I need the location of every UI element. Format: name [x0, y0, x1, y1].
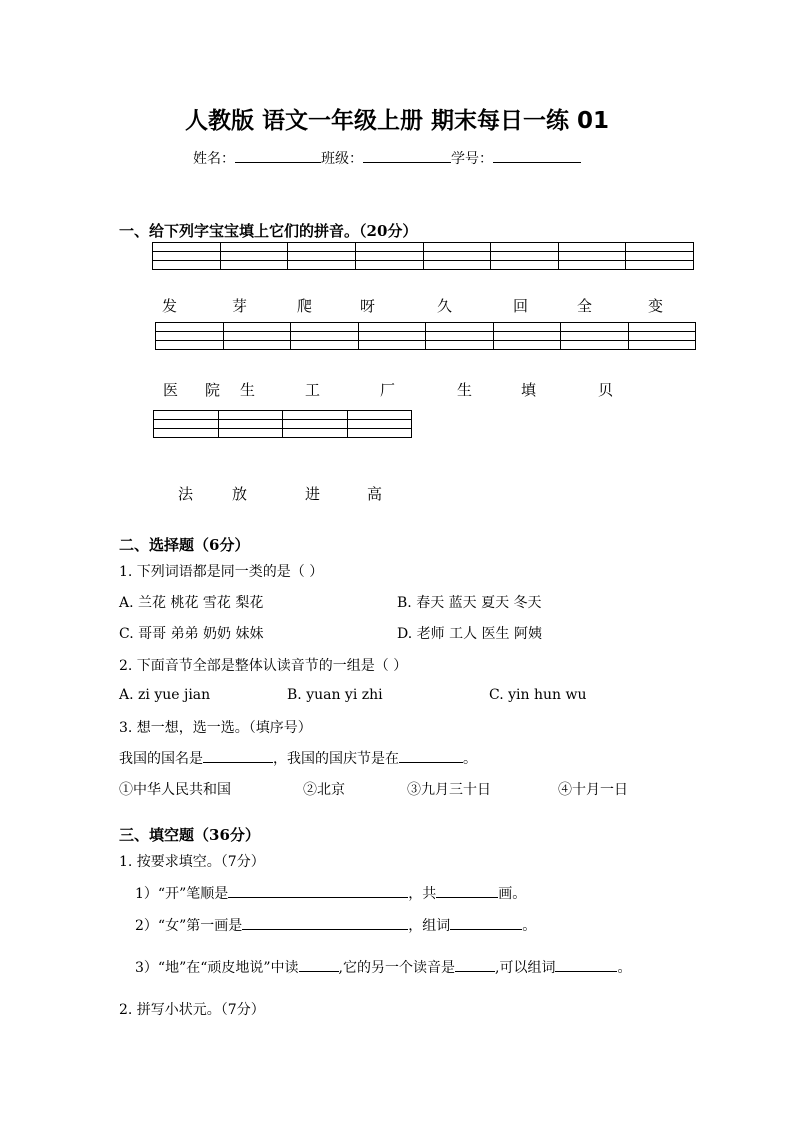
- section2-heading: 二、选择题（6分）: [119, 536, 250, 554]
- q2-3-part-a: 我国的国名是: [119, 751, 203, 767]
- q3-1-3-part-b: ,它的另一个读音是: [338, 960, 455, 976]
- q2-3-part-b: ，我国的国庆节是在: [273, 751, 399, 767]
- worksheet-title: 人教版 语文一年级上册 期末每日一练 01: [184, 108, 610, 134]
- char: 高: [367, 485, 383, 503]
- q3-1-3-blank-1[interactable]: [299, 970, 339, 972]
- char: 进: [305, 485, 321, 503]
- char: 久: [437, 297, 453, 315]
- q3-1-3-blank-2[interactable]: [455, 970, 495, 972]
- q3-1-2-part-b: ，组词: [408, 918, 451, 934]
- char: 医: [163, 381, 179, 399]
- char: 芽: [232, 297, 248, 315]
- name-blank[interactable]: [235, 161, 321, 163]
- q3-1-text: 1. 按要求填空。（7分）: [119, 854, 265, 870]
- q3-1-1: [135, 883, 526, 903]
- q2-1-option-a: A. 兰花 桃花 雪花 梨花: [119, 595, 264, 611]
- pinyin-grid-row1[interactable]: [152, 242, 694, 270]
- q2-3-text: 3. 想一想，选一选。（填序号）: [119, 720, 312, 736]
- q2-1-option-c: C. 哥哥 弟弟 奶奶 妹妹: [119, 626, 264, 642]
- q2-3-blank-1[interactable]: [203, 761, 273, 763]
- q3-1-1-part-b: ，共: [408, 886, 437, 902]
- char: 法: [178, 485, 194, 503]
- q3-1-1-part-a: 1）“开”笔顺是: [135, 886, 229, 902]
- q2-3-option-4: ④十月一日: [558, 782, 628, 798]
- q2-2-option-c: C. yin hun wu: [489, 687, 587, 703]
- char: 生: [240, 381, 256, 399]
- q2-2-option-b: B. yuan yi zhi: [287, 687, 383, 703]
- char: 全: [577, 297, 593, 315]
- q2-1-text: 1. 下列词语都是同一类的是（ ）: [119, 564, 324, 580]
- pinyin-grid-row3[interactable]: [153, 410, 412, 438]
- char: 回: [513, 297, 529, 315]
- q3-1-1-blank-1[interactable]: [228, 896, 408, 898]
- q2-2-option-a: A. zi yue jian: [119, 687, 211, 703]
- char: 贝: [598, 381, 614, 399]
- char: 变: [648, 297, 664, 315]
- class-label: 班级：: [321, 151, 363, 167]
- q3-1-3-part-d: 。: [617, 960, 632, 976]
- char: 工: [305, 381, 321, 399]
- q3-1-3: [135, 957, 631, 977]
- q3-1-2-blank-2[interactable]: [450, 928, 522, 930]
- q2-3-option-2: ②北京: [303, 782, 345, 798]
- q2-1-option-d: D. 老师 工人 医生 阿姨: [397, 626, 542, 642]
- q3-1-3-part-a: 3）“地”在“顽皮地说”中读: [135, 960, 299, 976]
- q2-3-sentence: [119, 748, 477, 768]
- name-label: 姓名：: [193, 151, 235, 167]
- q2-3-part-c: 。: [463, 751, 477, 767]
- number-blank[interactable]: [493, 161, 581, 163]
- q3-1-2-part-c: 。: [522, 918, 537, 934]
- q2-3-option-1: ①中华人民共和国: [119, 782, 231, 798]
- q3-1-3-part-c: ,可以组词: [495, 960, 556, 976]
- char: 爬: [297, 297, 313, 315]
- q3-1-1-part-c: 画。: [498, 886, 527, 902]
- char: 放: [232, 485, 248, 503]
- char: 生: [457, 381, 473, 399]
- char: 院: [205, 381, 221, 399]
- char: 厂: [380, 381, 396, 399]
- number-label: 学号：: [451, 151, 493, 167]
- q3-1-1-blank-2[interactable]: [436, 896, 498, 898]
- q2-1-option-b: B. 春天 蓝天 夏天 冬天: [397, 595, 542, 611]
- class-blank[interactable]: [363, 161, 451, 163]
- q2-3-option-3: ③九月三十日: [407, 782, 491, 798]
- q2-2-text: 2. 下面音节全部是整体认读音节的一组是（ ）: [119, 658, 408, 674]
- q2-3-blank-2[interactable]: [399, 761, 463, 763]
- q3-2-text: 2. 拼写小状元。（7分）: [119, 1002, 265, 1018]
- char: 填: [521, 381, 537, 399]
- char: 呀: [360, 297, 376, 315]
- q3-1-2-blank-1[interactable]: [242, 928, 408, 930]
- section3-heading: 三、填空题（36分）: [119, 826, 260, 844]
- q3-1-2: [135, 915, 536, 935]
- section1-heading: 一、给下列字宝宝填上它们的拼音。（20分）: [119, 222, 418, 240]
- student-info: [193, 148, 581, 168]
- q3-1-2-part-a: 2）“女”第一画是: [135, 918, 243, 934]
- pinyin-grid-row2[interactable]: [155, 322, 696, 350]
- char: 发: [162, 297, 178, 315]
- q3-1-3-blank-3[interactable]: [555, 970, 617, 972]
